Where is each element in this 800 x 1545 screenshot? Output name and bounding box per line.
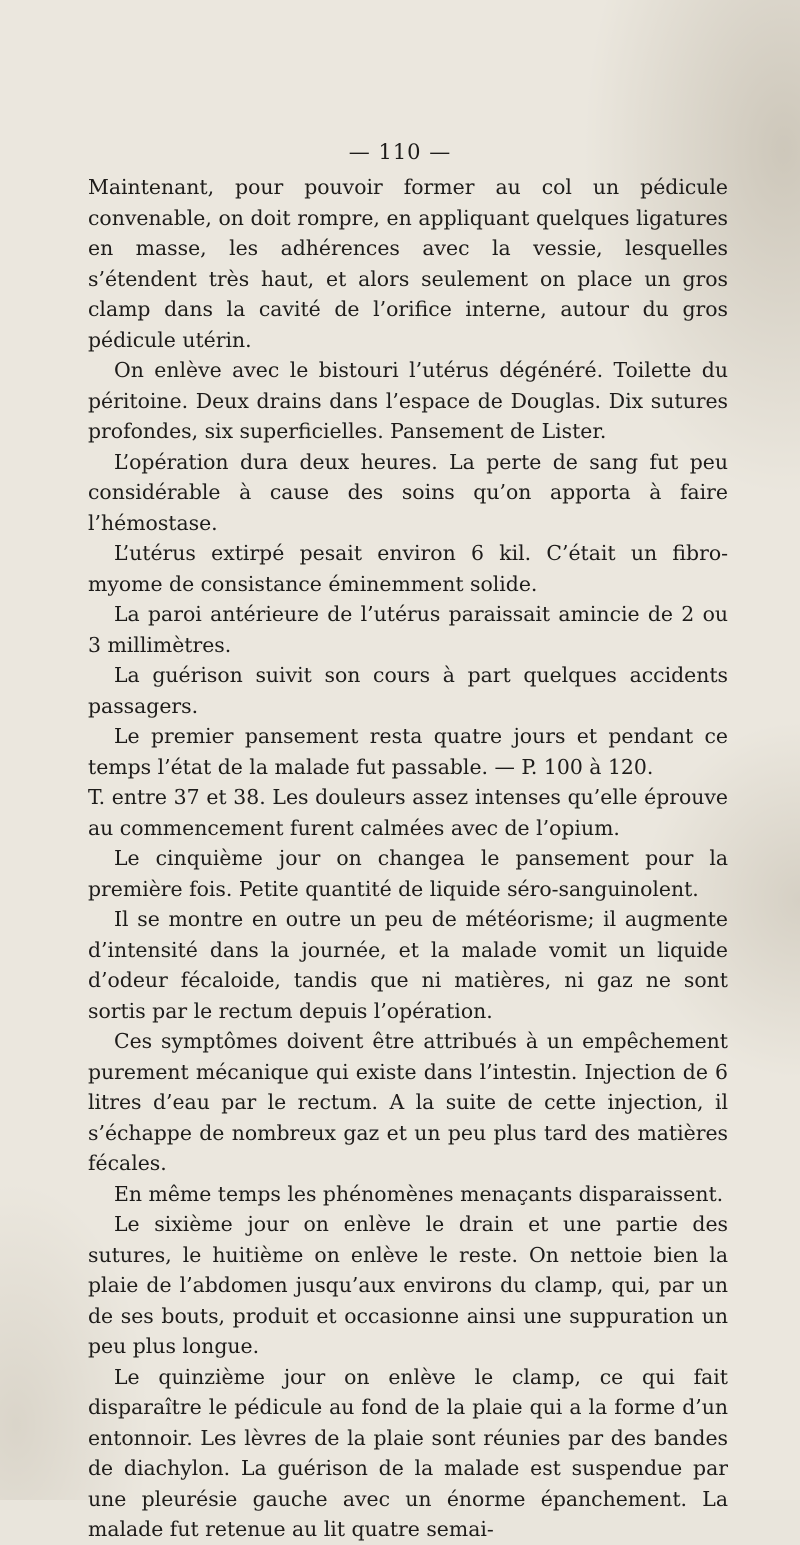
paragraph: Le cinquième jour on changea le pansement pour la première fois. Petite quantité de liquide séro-sanguinolent. xyxy=(88,846,728,901)
page-number: — 110 — xyxy=(348,140,452,164)
paragraph: Le sixième jour on enlève le drain et une partie des sutures, le huitième on enlève le reste. On nettoie bien la plaie de l’abdomen jusqu’aux environs du clamp, qui, par un de ses bouts, produit et occasionne ainsi une suppuration un peu plus longue. xyxy=(88,1212,728,1358)
paragraph: Le premier pansement resta quatre jours et pendant ce temps l’état de la malade fut passable. — P. 100 à 120. xyxy=(88,724,728,779)
body-text xyxy=(88,172,728,1545)
paragraph: Il se montre en outre un peu de météorisme; il augmente d’intensité dans la journée, et la malade vomit un liquide d’odeur fécaloide, tandis que ni matières, ni gaz ne sont sortis par le rectum depuis l’opération. xyxy=(88,907,728,1023)
paragraph: T. entre 37 et 38. Les douleurs assez intenses qu’elle éprouve au commencement furent calmées avec de l’opium. xyxy=(88,785,728,840)
paragraph: On enlève avec le bistouri l’utérus dégénéré. Toilette du péritoine. Deux drains dans l’espace de Douglas. Dix sutures profondes, six superficielles. Pansement de Lister. xyxy=(88,358,728,443)
paragraph: Le quinzième jour on enlève le clamp, ce qui fait disparaître le pédicule au fond de la plaie qui a la forme d’un entonnoir. Les lèvres de la plaie sont réunies par des bandes de diachylon. La guérison de la malade est suspendue par une pleurésie gauche avec un énorme épanchement. La malade fut retenue au lit quatre semai- xyxy=(88,1364,728,1541)
paragraph: La guérison suivit son cours à part quelques accidents passagers. xyxy=(88,663,728,718)
paragraph: L’utérus extirpé pesait environ 6 kil. C’était un fibro-myome de consistance éminemment solide. xyxy=(88,541,728,596)
paragraph: L’opération dura deux heures. La perte de sang fut peu considérable à cause des soins qu’on apporta à faire l’hémostase. xyxy=(88,449,728,535)
paragraph: Ces symptômes doivent être attribués à un empêchement purement mécanique qui existe dans l’intestin. Injection de 6 litres d’eau par le rectum. A la suite de cette injection, il s’échappe de nombreux gaz et un peu plus tard des matières fécales. xyxy=(88,1029,728,1175)
paragraph: En même temps les phénomènes menaçants disparaissent. xyxy=(114,1181,724,1206)
paragraph: Maintenant, pour pouvoir former au col un pédicule convenable, on doit rompre, en appliquant quelques ligatures en masse, les adhérences avec la vessie, lesquelles s’étendent très haut, et alors seulement on place un gros clamp dans la cavité de l’orifice interne, autour du gros pédicule utérin. xyxy=(88,175,728,352)
paragraph: La paroi antérieure de l’utérus paraissait amincie de 2 ou 3 millimètres. xyxy=(88,602,728,657)
